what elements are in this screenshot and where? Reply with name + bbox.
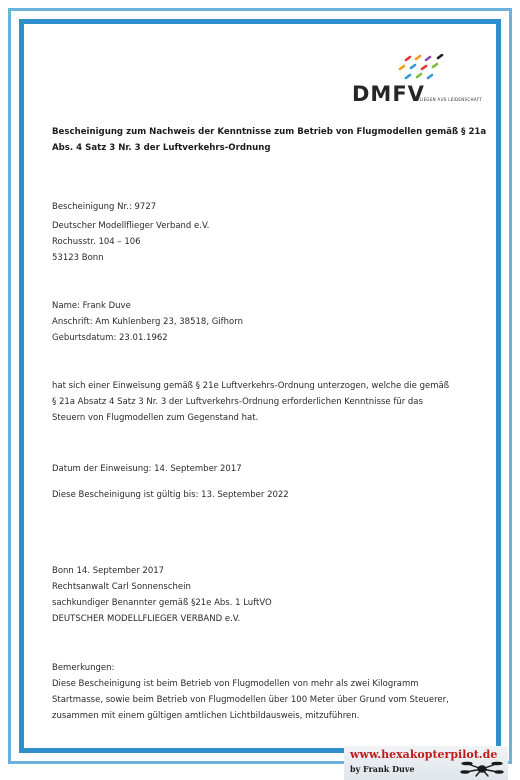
issuer-city: 53123 Bonn	[52, 253, 104, 263]
hexacopter-icon	[460, 760, 504, 778]
signature-role: sachkundiger Benannter gemäß §21e Abs. 1 LuftVO	[52, 598, 272, 608]
holder-address: Anschrift: Am Kuhlenberg 23, 38518, Gifhorn	[52, 317, 243, 327]
remarks-line: zusammen mit einem gültigen amtlichen Lichtbildausweis, mitzuführen.	[52, 711, 360, 721]
signature-org: DEUTSCHER MODELLFLIEGER VERBAND e.V.	[52, 614, 241, 624]
signature-place-date: Bonn 14. September 2017	[52, 566, 165, 576]
logo-tagline: FLIEGEN AUS LEIDENSCHAFT	[417, 97, 483, 102]
title-line: Bescheinigung zum Nachweis der Kenntnisse zum Betrieb von Flugmodellen gemäß § 21a	[52, 127, 487, 137]
title-line: Abs. 4 Satz 3 Nr. 3 der Luftverkehrs-Ordnung	[52, 143, 271, 153]
validity-date: Diese Bescheinigung ist gültig bis: 13. September 2022	[52, 490, 289, 500]
holder-birthdate: Geburtsdatum: 23.01.1962	[52, 333, 168, 343]
statement-line: Steuern von Flugmodellen zum Gegenstand hat.	[52, 413, 259, 423]
document-title	[52, 124, 507, 156]
watermark-banner	[344, 746, 508, 780]
dmfv-logo	[352, 52, 483, 108]
remarks-line: Startmasse, sowie beim Betrieb von Flugmodellen über 100 Meter über Grund vom Steuerer,	[52, 695, 449, 705]
logo-wordmark: DMFV	[352, 82, 425, 106]
signature-block	[52, 563, 272, 627]
holder-name: Name: Frank Duve	[52, 301, 131, 311]
statement-line: hat sich einer Einweisung gemäß § 21e Luftverkehrs-Ordnung unterzogen, welche die gemäß	[52, 381, 450, 391]
watermark-author: by Frank Duve	[350, 764, 415, 774]
signature-signer: Rechtsanwalt Carl Sonnenschein	[52, 582, 191, 592]
certificate-number: Bescheinigung Nr.: 9727	[52, 202, 157, 212]
remarks-line: Diese Bescheinigung ist beim Betrieb von Flugmodellen von mehr als zwei Kilogramm	[52, 679, 419, 689]
issuer-street: Rochusstr. 104 – 106	[52, 237, 141, 247]
remarks-title: Bemerkungen:	[52, 663, 115, 673]
statement-line: § 21a Absatz 4 Satz 3 Nr. 3 der Luftverkehrs-Ordnung erforderlichen Kenntnisse für das	[52, 397, 423, 407]
watermark-url: www.hexakopterpilot.de	[350, 748, 498, 761]
remarks-block	[52, 660, 449, 724]
holder-block	[52, 298, 243, 346]
instruction-date: Datum der Einweisung: 14. September 2017	[52, 464, 242, 474]
issuer-org: Deutscher Modellflieger Verband e.V.	[52, 221, 210, 231]
issuer-block	[52, 218, 209, 266]
statement-block	[52, 378, 449, 426]
bird-swarm-icon	[394, 54, 456, 82]
